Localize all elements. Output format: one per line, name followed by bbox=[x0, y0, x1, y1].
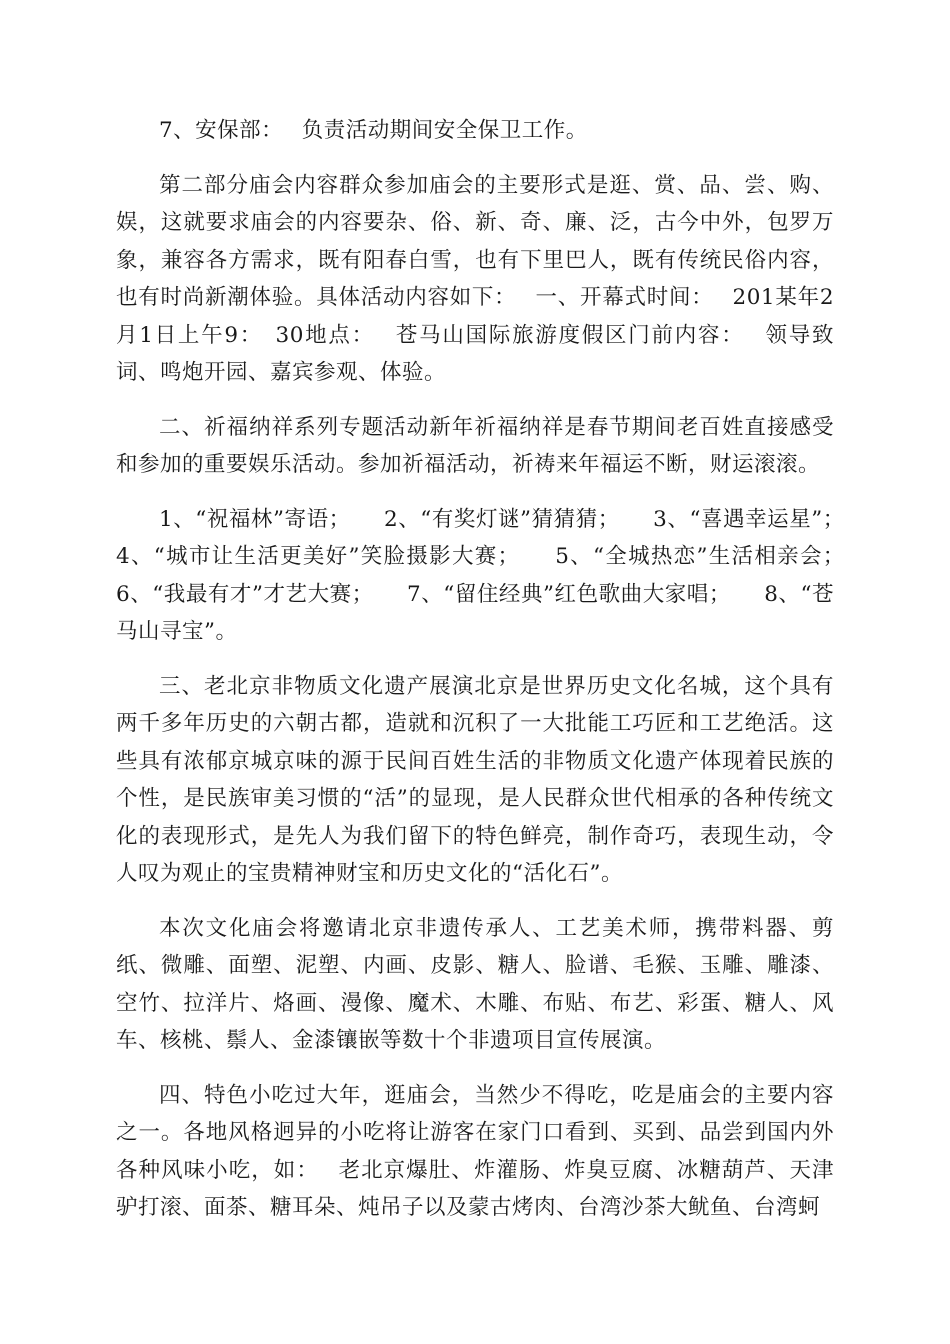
paragraph-security-department: 7、安保部： 负责活动期间安全保卫工作。 bbox=[159, 118, 588, 143]
document-page bbox=[116, 112, 879, 1244]
paragraph-special-snacks: 四、特色小吃过大年，逛庙会，当然少不得吃，吃是庙会的主要内容之一。各地风格迥异的小吃将让游客在家门口看到、买到、品尝到国内外各种风味小吃，如： 老北京爆肚、炸灌肠、炸臭豆腐、冰糖葫芦、天津驴打滚、面茶、糖耳朵、炖吊子以及蒙古烤肉、台湾沙茶大鱿鱼、台湾蚵 bbox=[116, 1082, 834, 1220]
paragraph-heritage-performers: 本次文化庙会将邀请北京非遗传承人、工艺美术师，携带料器、剪纸、微雕、面塑、泥塑、内画、皮影、糖人、脸谱、毛猴、玉雕、雕漆、空竹、拉洋片、烙画、漫像、魔术、木雕、布贴、布艺、彩蛋、糖人、风车、核桃、鬃人、金漆镶嵌等数十个非遗项目宣传展演。 bbox=[116, 915, 834, 1053]
paragraph-intangible-heritage: 三、老北京非物质文化遗产展演北京是世界历史文化名城，这个具有两千多年历史的六朝古都，造就和沉积了一大批能工巧匠和工艺绝活。这些具有浓郁京城京味的源于民间百姓生活的非物质文化遗产体现着民族的个性，是民族审美习惯的“活”的显现，是人民群众世代相承的各种传统文化的表现形式，是先人为我们留下的特色鲜亮，制作奇巧，表现生动，令人叹为观止的宝贵精神财宝和历史文化的“活化石”。 bbox=[116, 673, 834, 886]
paragraph-activity-list: 1、“祝福林”寄语； 2、“有奖灯谜”猜猜猜； 3、“喜遇幸运星”； 4、“城市让生活更美好”笑脸摄影大赛； 5、“全城热恋”生活相亲会； 6、“我最有才”才艺大赛； 7、“留住经典”红色歌曲大家唱； 8、“苍马山寻宝”。 bbox=[116, 506, 879, 644]
paragraph-temple-fair-content: 第二部分庙会内容群众参加庙会的主要形式是逛、赏、品、尝、购、娱，这就要求庙会的内容要杂、俗、新、奇、廉、泛，古今中外，包罗万象，兼容各方需求，既有阳春白雪，也有下里巴人，既有传统民俗内容，也有时尚新潮体验。具体活动内容如下： 一、开幕式时间： 201某年2月1日上午9： 30地点： 苍马山国际旅游度假区门前内容： 领导致词、鸣炮开园、嘉宾参观、体验。 bbox=[116, 172, 834, 385]
paragraph-blessing-activities: 二、祈福纳祥系列专题活动新年祈福纳祥是春节期间老百姓直接感受和参加的重要娱乐活动。参加祈福活动，祈祷来年福运不断，财运滚滚。 bbox=[116, 414, 834, 477]
